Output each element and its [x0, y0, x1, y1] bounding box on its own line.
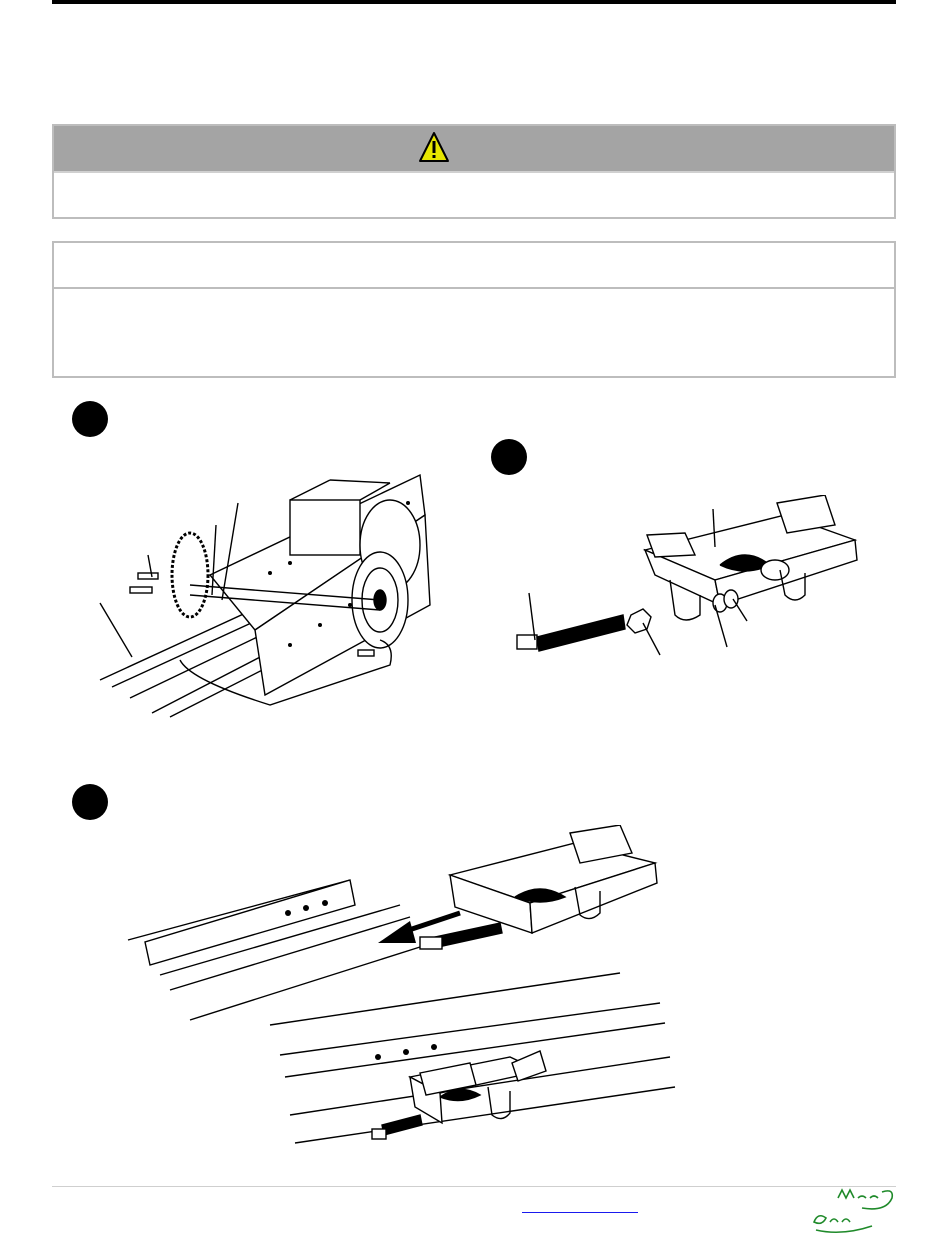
warning-box: [52, 124, 896, 219]
step-marker-1: [72, 401, 108, 437]
step-marker-3: [72, 784, 108, 820]
drive-assembly-illustration: [90, 455, 450, 725]
tensioner-assembly-illustration: [505, 495, 875, 695]
note-header: [54, 243, 894, 289]
warning-header: [54, 126, 894, 173]
footer-link[interactable]: [522, 1212, 638, 1213]
warning-triangle-icon: [418, 130, 450, 164]
rail-insertion-illustration: [120, 825, 680, 1170]
manaras-opera-logo: [812, 1186, 898, 1236]
note-box: [52, 241, 896, 378]
footer-rule: [52, 1186, 896, 1187]
step-marker-2: [491, 439, 527, 475]
top-rule: [52, 0, 896, 4]
